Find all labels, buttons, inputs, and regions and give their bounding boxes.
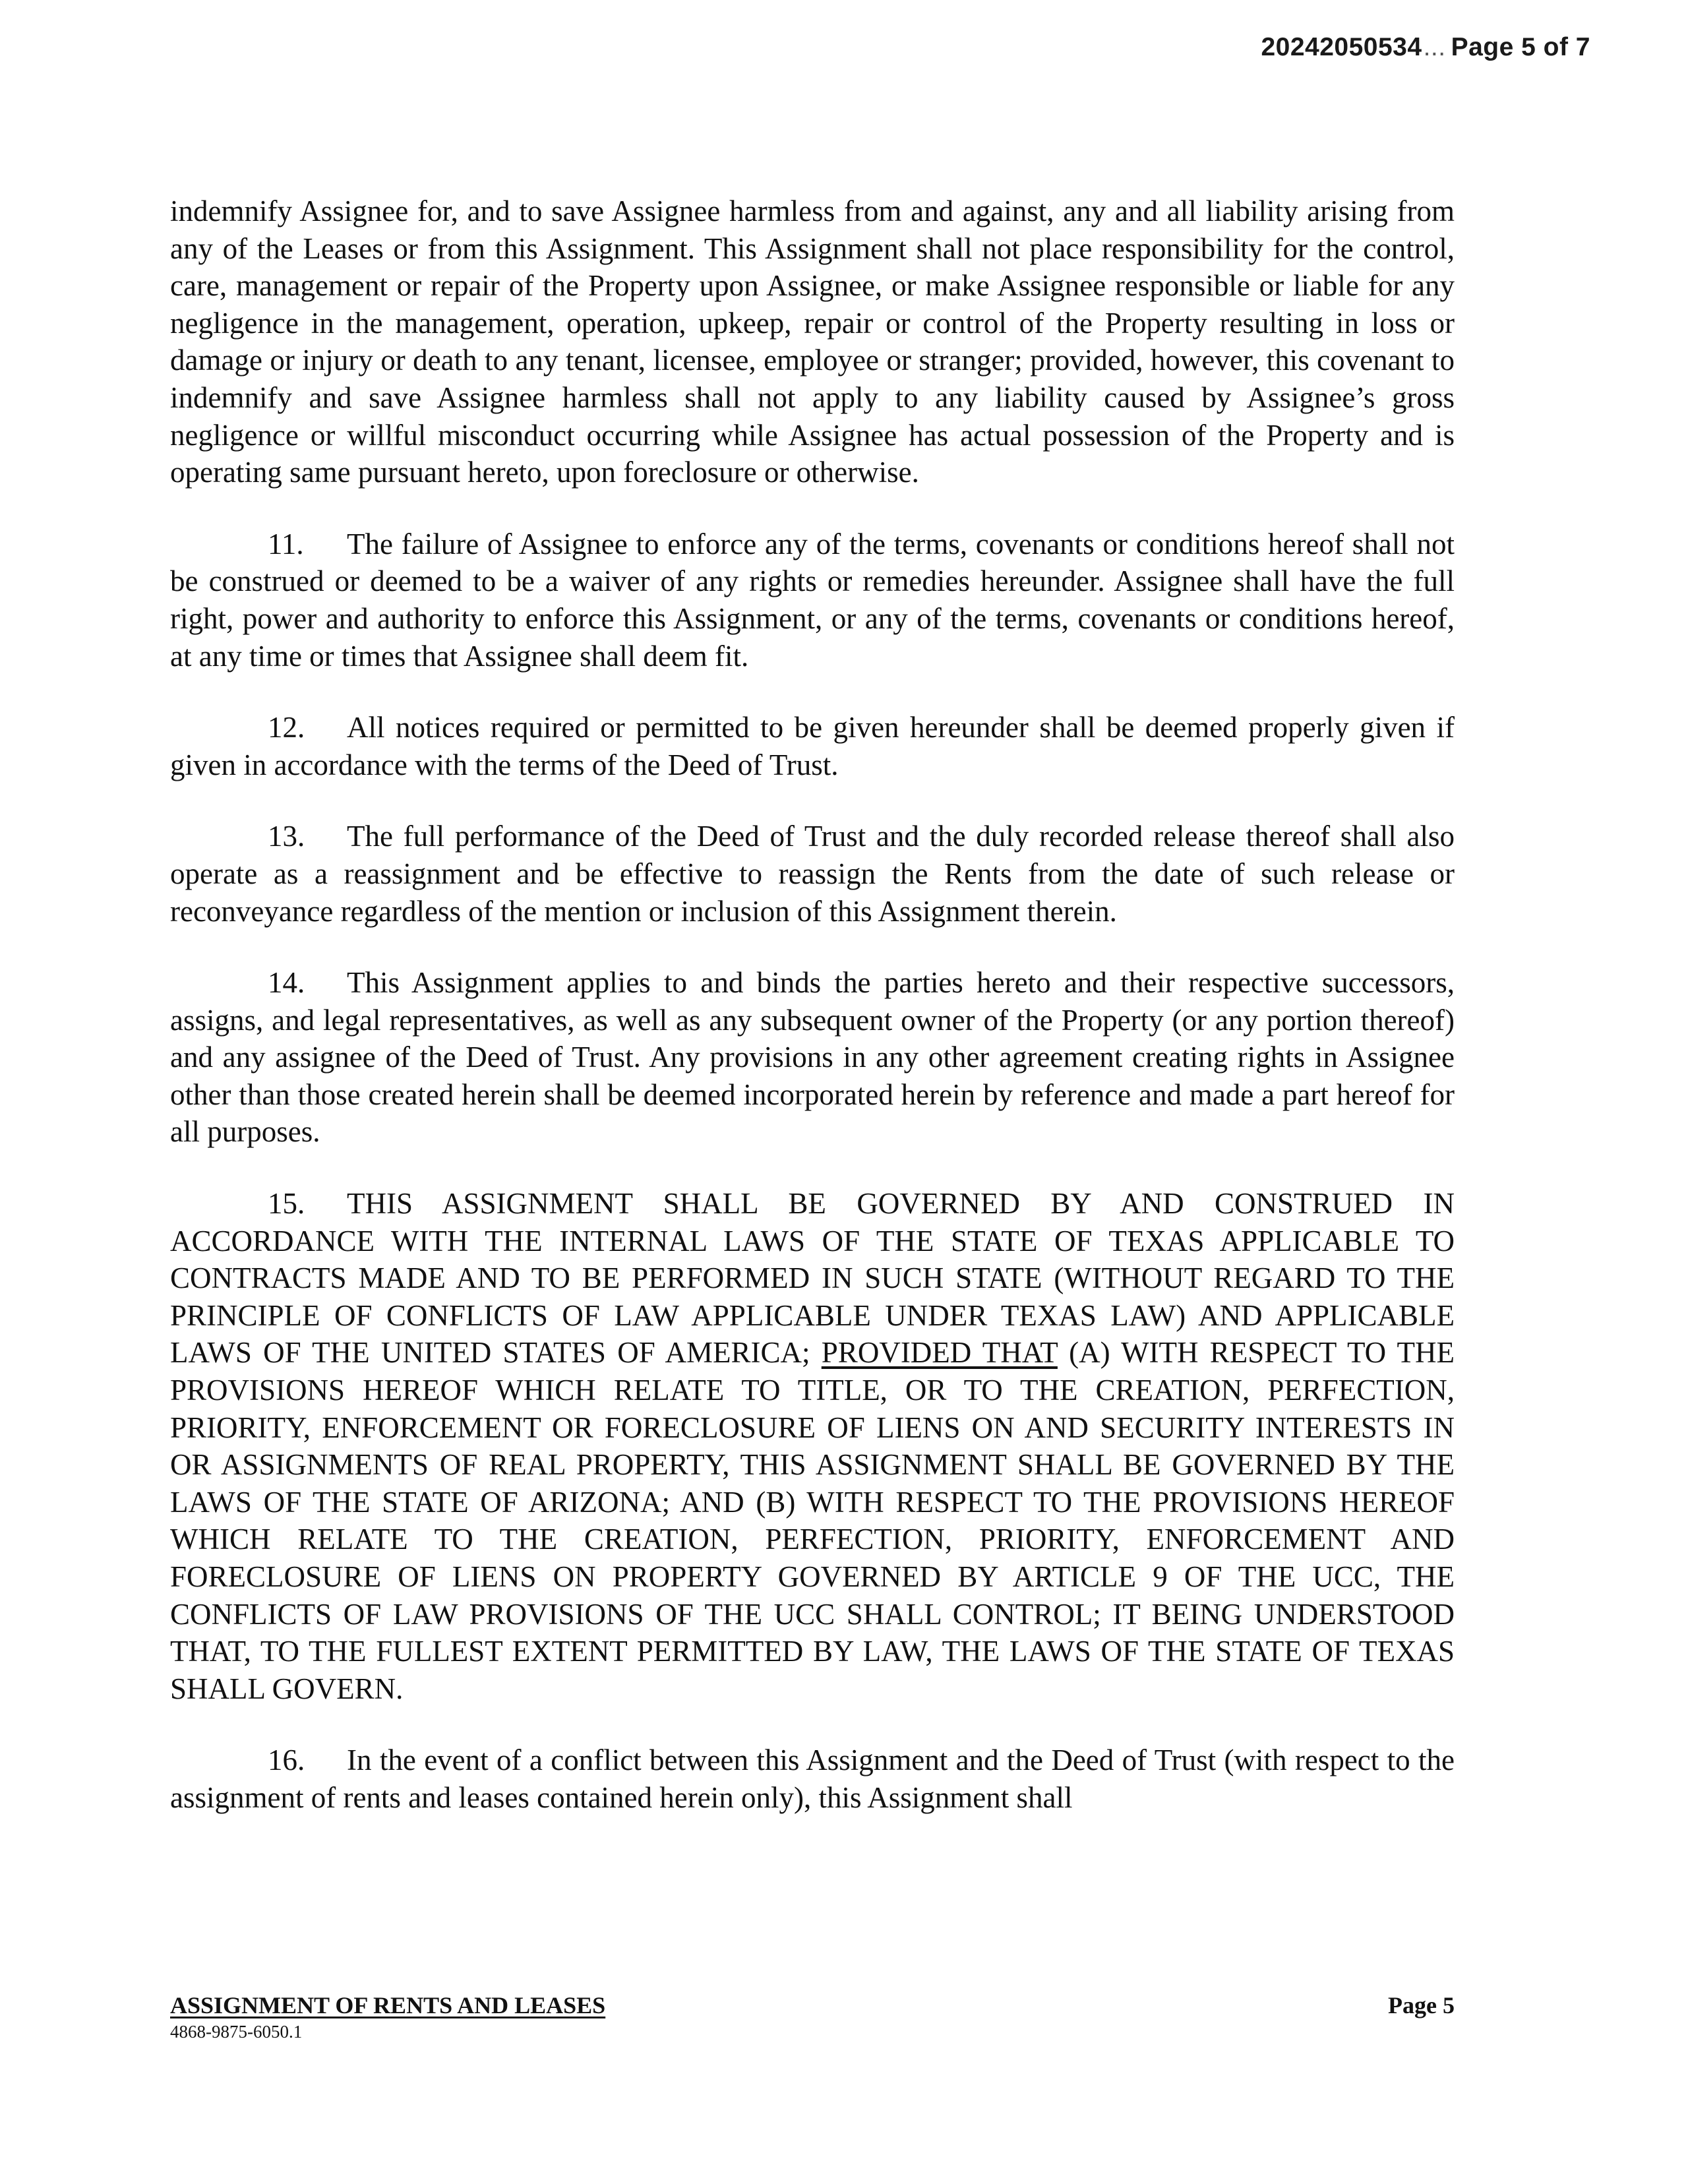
paragraph-text: This Assignment applies to and binds the parties hereto and their respective successors, assigns, and legal representatives, as well as any subsequent owner of the Property (or any portion thereof) and any assignee of the Deed of Trust. Any provisions in any other agreement creating rights in Assignee other than those created herein shall be deemed incorporated herein by reference and made a part hereof for all purposes. [170,966,1455,1149]
provided-that-underlined: PROVIDED THAT [821,1336,1058,1370]
paragraph-11 [170,526,1455,675]
paragraph-10-continuation: indemnify Assignee for, and to save Assignee harmless from and against, any and all liability arising from any of the Leases or from this Assignment. This Assignment shall not place responsibility for the control, care, management or repair of the Property upon Assignee, or make Assignee responsible or liable for any negligence in the management, operation, upkeep, repair or control of the Property resulting in loss or damage or injury or death to any tenant, licensee, employee or stranger; provided, however, this covenant to indemnify and save Assignee harmless shall not apply to any liability caused by Assignee’s gross negligence or willful misconduct occurring while Assignee has actual possession of the Property and is operating same pursuant hereto, upon foreclosure or otherwise. [170,195,1455,489]
paragraph-number: 13. [268,820,305,853]
paragraph-text: The failure of Assignee to enforce any of the terms, covenants or conditions hereof shall not be construed or deemed to be a waiver of any rights or remedies hereunder. Assignee shall have the full right, power and authority to enforce this Assignment, or any of the terms, covenants or conditions hereof, at any time or times that Assignee shall deem fit. [170,527,1455,673]
paragraph-text: The full performance of the Deed of Trust and the duly recorded release thereof shall also operate as a reassignment and be effective to reassign the Rents from the date of such release or reconveyance regardless of the mention or inclusion of this Assignment therein. [170,820,1455,928]
paragraph-text: All notices required or permitted to be given hereunder shall be deemed properly given if given in accordance with the terms of the Deed of Trust. [170,711,1455,781]
paragraph-text: THIS ASSIGNMENT SHALL BE GOVERNED BY AND CONSTRUED IN ACCORDANCE WITH THE INTERNAL LAWS OF THE STATE OF TEXAS APPLICABLE TO CONTRACTS MADE AND TO BE PERFORMED IN SUCH STATE (WITHOUT REGARD TO THE PRINCIPLE OF CONFLICTS OF LAW APPLICABLE UNDER TEXAS LAW) AND APPLICABLE LAWS OF THE UNITED STATES OF AMERICA; [170,1187,1455,1370]
paragraph-number: 16. [268,1744,305,1777]
paragraph-number: 11. [268,527,304,561]
header-separator: ... [1423,33,1446,61]
page-footer [170,1991,1455,2042]
paragraph-number: 14. [268,966,305,1000]
recording-number: 20242050534 [1261,33,1422,61]
footer-page-number: Page 5 [1388,1992,1455,2018]
footer-document-id: 4868-9875-6050.1 [170,2022,303,2042]
paragraph-text: In the event of a conflict between this Assignment and the Deed of Trust (with respect to the assignment of rents and leases contained herein only), this Assignment shall [170,1744,1455,1814]
recording-header [1261,33,1590,62]
paragraph-13 [170,818,1455,930]
paragraph-15-governing-law [170,1185,1455,1707]
paragraph-number: 12. [268,711,305,744]
paragraph-14 [170,964,1455,1151]
footer-document-title: ASSIGNMENT OF RENTS AND LEASES [170,1992,606,2018]
paragraph-16 [170,1742,1455,1816]
paragraph-number: 15. [268,1187,305,1221]
paragraph-text-continued: (A) WITH RESPECT TO THE PROVISIONS HEREOF WHICH RELATE TO TITLE, OR TO THE CREATION, PERFECTION, PRIORITY, ENFORCEMENT OR FORECLOSURE OF LIENS ON AND SECURITY INTERESTS IN OR ASSIGNMENTS OF REAL PROPERTY, THIS ASSIGNMENT SHALL BE GOVERNED BY THE LAWS OF THE STATE OF ARIZONA; AND (B) WITH RESPECT TO THE PROVISIONS HEREOF WHICH RELATE TO THE CREATION, PERFECTION, PRIORITY, ENFORCEMENT AND FORECLOSURE OF LIENS ON PROPERTY GOVERNED BY ARTICLE 9 OF THE UCC, THE CONFLICTS OF LAW PROVISIONS OF THE UCC SHALL CONTROL; IT BEING UNDERSTOOD THAT, TO THE FULLEST EXTENT PERMITTED BY LAW, THE LAWS OF THE STATE OF TEXAS SHALL GOVERN. [170,1336,1455,1705]
paragraph-12 [170,709,1455,783]
document-body [170,193,1455,1851]
header-page-label: Page 5 of 7 [1451,33,1590,61]
